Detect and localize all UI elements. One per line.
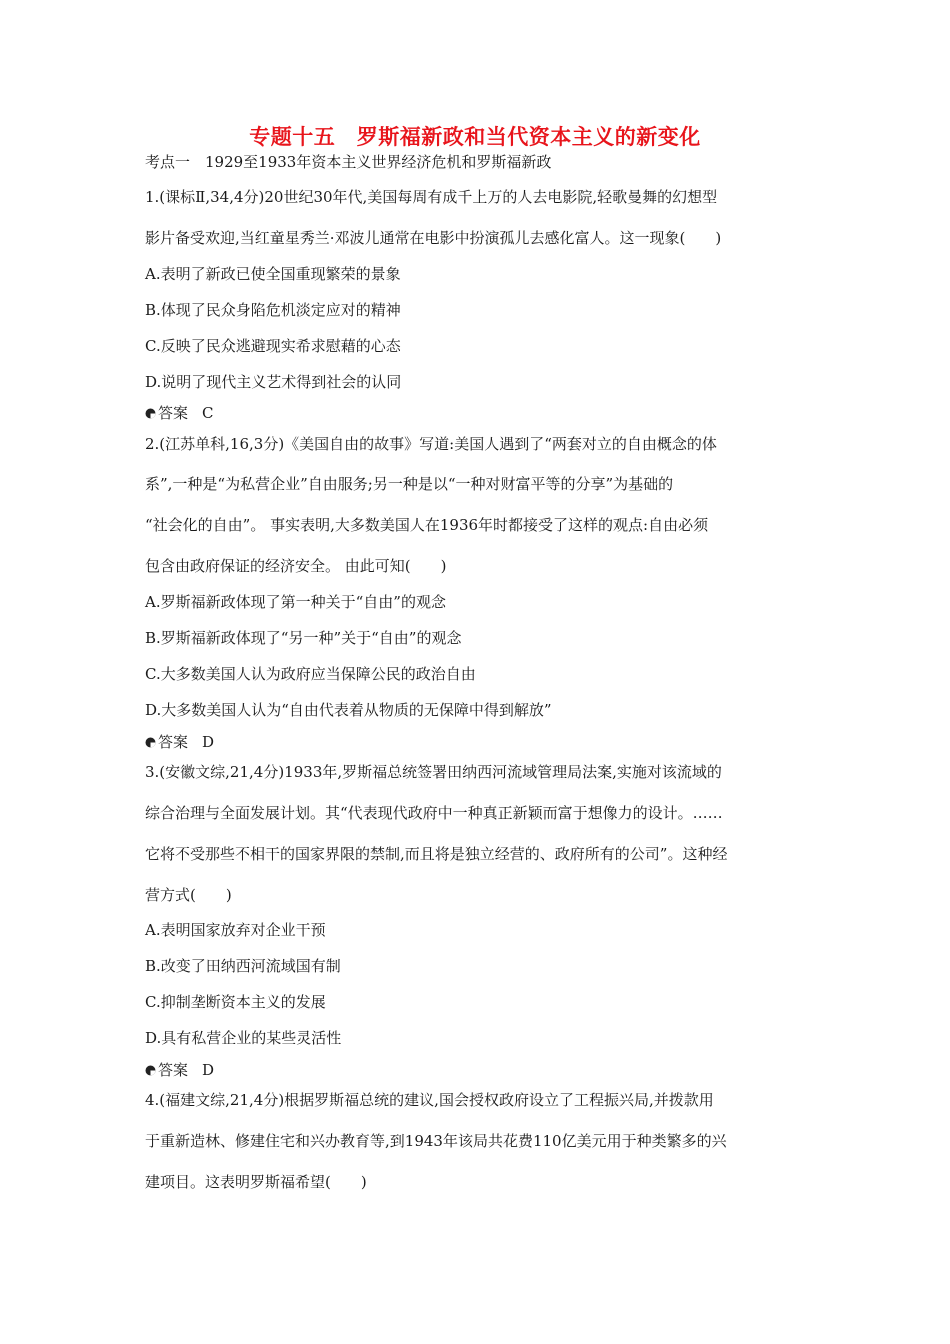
answer-label: 答案	[158, 733, 189, 751]
answer-icon	[145, 737, 156, 748]
question-3-line-4: 营方式( )	[145, 886, 232, 904]
answer-label: 答案	[158, 404, 189, 422]
answer-label: 答案	[158, 1061, 189, 1079]
question-2-option-b: B.罗斯福新政体现了“另一种”关于“自由”的观念	[145, 629, 462, 647]
question-3-answer	[145, 1060, 214, 1080]
question-2-option-a: A.罗斯福新政体现了第一种关于“自由”的观念	[145, 593, 446, 611]
section-heading: 考点一 1929至1933年资本主义世界经济危机和罗斯福新政	[145, 153, 552, 171]
question-4-line-3: 建项目。这表明罗斯福希望( )	[145, 1173, 367, 1191]
question-2-answer	[145, 732, 214, 752]
question-4-line-1: 4.(福建文综,21,4分)根据罗斯福总统的建议,国会授权政府设立了工程振兴局,并拨款用	[145, 1091, 714, 1109]
question-1-option-c: C.反映了民众逃避现实希求慰藉的心态	[145, 337, 401, 355]
question-1-line-2: 影片备受欢迎,当红童星秀兰·邓波儿通常在电影中扮演孤儿去感化富人。这一现象( )	[145, 229, 722, 247]
answer-value: D	[202, 1061, 215, 1079]
question-3-option-b: B.改变了田纳西河流域国有制	[145, 957, 341, 975]
answer-value: C	[202, 404, 214, 422]
question-3-option-d: D.具有私营企业的某些灵活性	[145, 1029, 342, 1047]
question-1-option-b: B.体现了民众身陷危机淡定应对的精神	[145, 301, 401, 319]
question-3-line-2: 综合治理与全面发展计划。其“代表现代政府中一种真正新颖而富于想像力的设计。……	[145, 804, 723, 822]
question-2-line-3: “社会化的自由”。 事实表明,大多数美国人在1936年时都接受了这样的观点:自由必须	[145, 516, 709, 534]
question-1-option-d: D.说明了现代主义艺术得到社会的认同	[145, 373, 402, 391]
answer-value: D	[202, 733, 215, 751]
question-2-option-c: C.大多数美国人认为政府应当保障公民的政治自由	[145, 665, 476, 683]
question-2-line-1: 2.(江苏单科,16,3分)《美国自由的故事》写道:美国人遇到了“两套对立的自由概念的体	[145, 435, 717, 453]
answer-icon	[145, 408, 156, 419]
page-title: 专题十五 罗斯福新政和当代资本主义的新变化	[249, 125, 701, 149]
question-1-answer	[145, 403, 214, 423]
question-2-option-d: D.大多数美国人认为“自由代表着从物质的无保障中得到解放”	[145, 701, 552, 719]
question-4-line-2: 于重新造林、修建住宅和兴办教育等,到1943年该局共花费110亿美元用于种类繁多的兴	[145, 1132, 727, 1150]
question-3-option-a: A.表明国家放弃对企业干预	[145, 921, 326, 939]
question-2-line-4: 包含由政府保证的经济安全。 由此可知( )	[145, 557, 447, 575]
question-1-line-1: 1.(课标Ⅱ,34,4分)20世纪30年代,美国每周有成千上万的人去电影院,轻歌曼舞的幻想型	[145, 188, 718, 206]
question-3-line-1: 3.(安徽文综,21,4分)1933年,罗斯福总统签署田纳西河流域管理局法案,实施对该流域的	[145, 763, 722, 781]
answer-icon	[145, 1065, 156, 1076]
question-2-line-2: 系”,一种是“为私营企业”自由服务;另一种是以“一种对财富平等的分享”为基础的	[145, 475, 674, 493]
question-3-option-c: C.抑制垄断资本主义的发展	[145, 993, 326, 1011]
question-1-option-a: A.表明了新政已使全国重现繁荣的景象	[145, 265, 401, 283]
question-3-line-3: 它将不受那些不相干的国家界限的禁制,而且将是独立经营的、政府所有的公司”。这种经	[145, 845, 728, 863]
